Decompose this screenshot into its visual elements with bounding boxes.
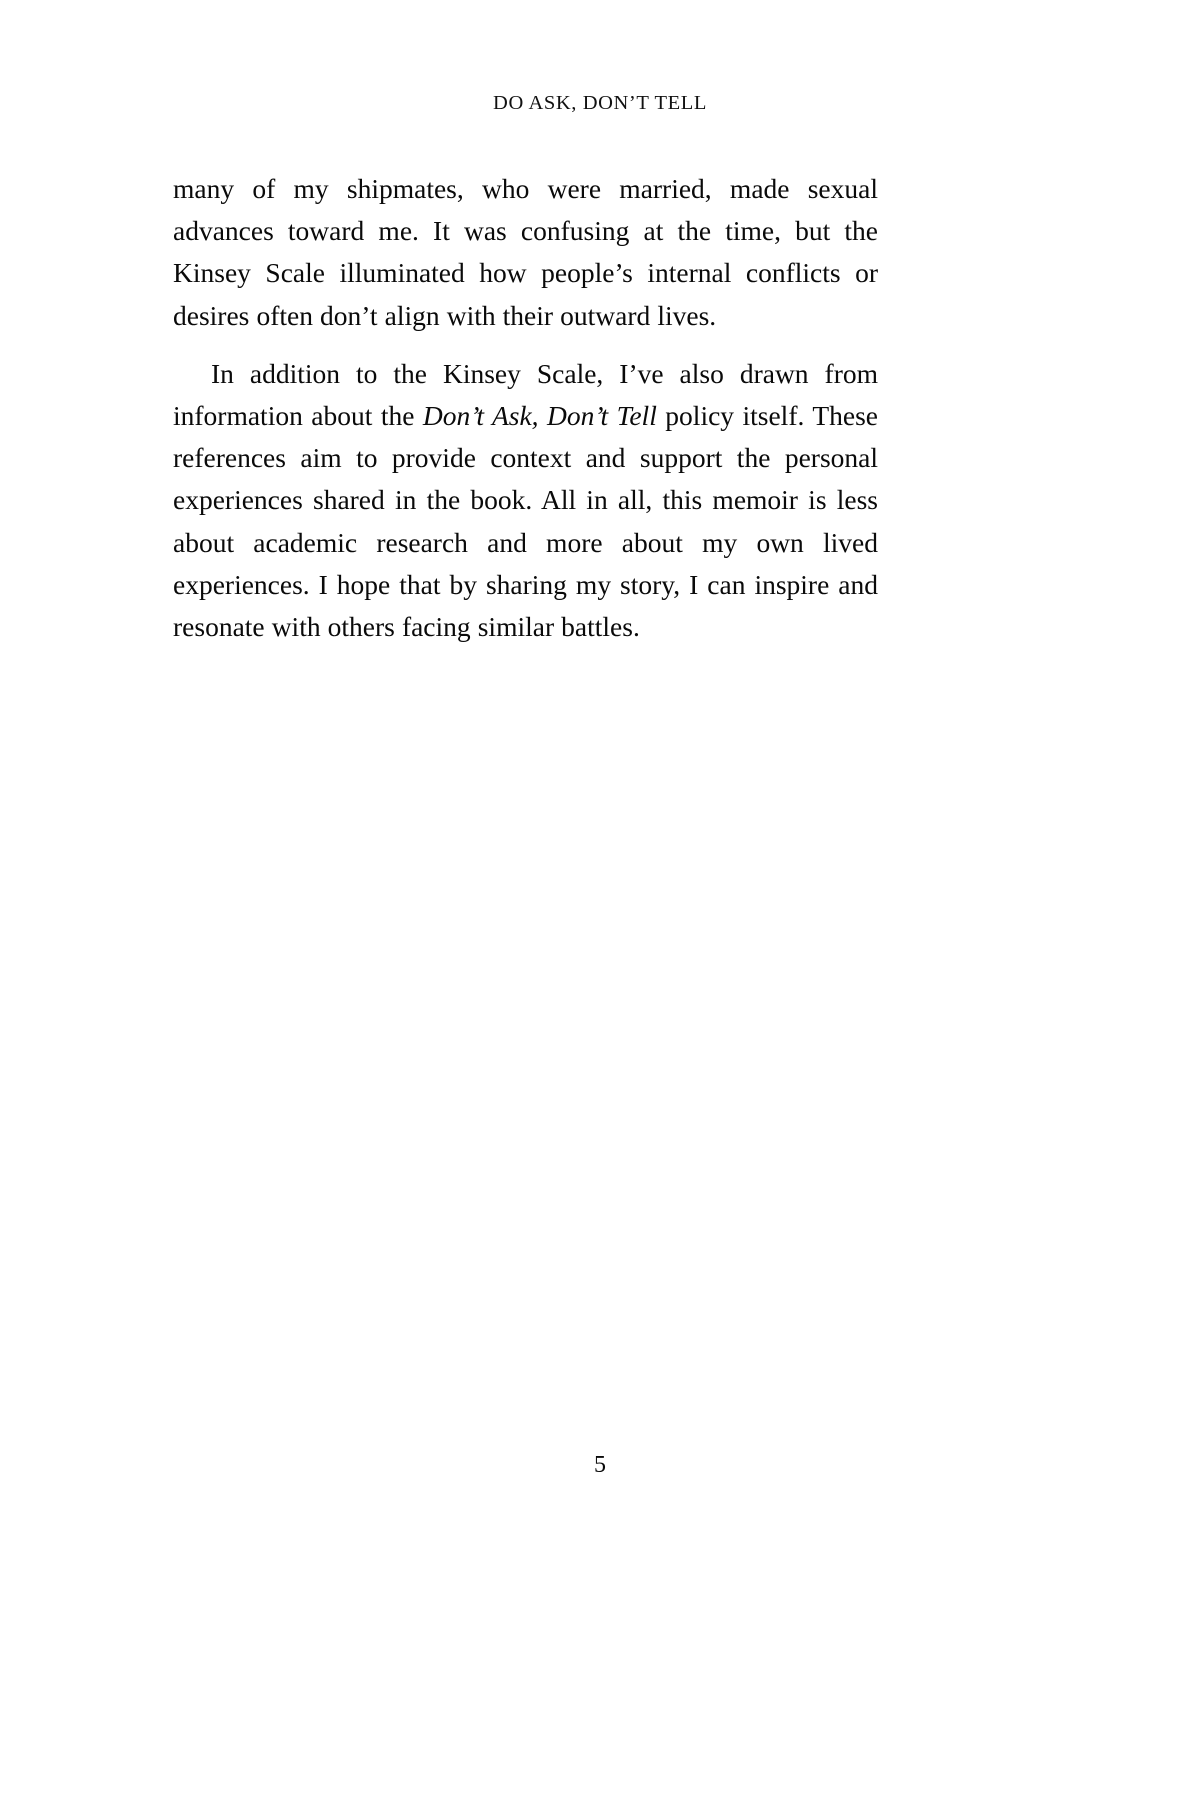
policy-title-italic: Don’t Ask, Don’t Tell	[422, 400, 657, 432]
body-paragraph-2	[173, 353, 878, 648]
paragraph-2-text-after-title: policy itself. These references aim to provide context and support the personal experiences shared in the book. All in all, this memoir is less about academic research and more about my own lived experiences. I hope that by sharing my story, I can inspire and resonate with others facing similar battles.	[173, 400, 878, 643]
page-text-block	[173, 168, 878, 648]
page-number: 5	[594, 1452, 606, 1478]
body-paragraph-1: many of my shipmates, who were married, made sexual advances toward me. It was confusing at the time, but the Kinsey Scale illuminated how people’s internal conflicts or desires often don’t align with their outward lives.	[173, 173, 878, 331]
paragraph-2-text-before-title: In addition to the Kinsey Scale, I’ve also drawn from information about the	[173, 357, 878, 432]
running-header: DO ASK, DON’T TELL	[493, 92, 707, 114]
